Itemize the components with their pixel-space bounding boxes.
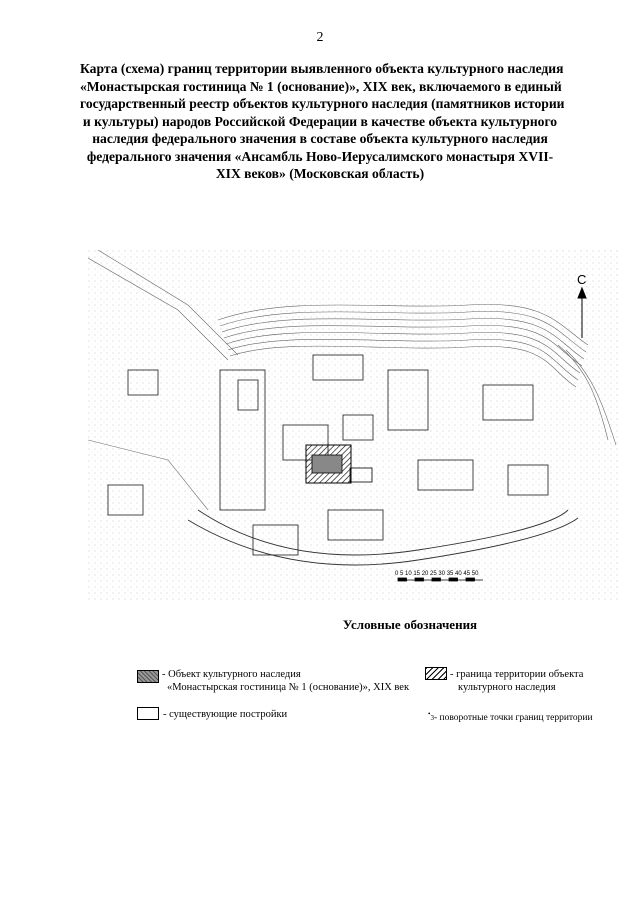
- legend-buildings: - существующие постройки: [163, 709, 288, 720]
- legend-points-text: - поворотные точки границ территории: [433, 713, 593, 724]
- legend-points: [428, 708, 593, 725]
- document-title: [80, 60, 565, 183]
- point-marker: •: [428, 710, 431, 718]
- title-line: наследия федерального значения в составе объекта культурного наследия: [92, 131, 548, 146]
- legend-boundary: [450, 668, 583, 694]
- legend-object-line1: - Объект культурного наследия: [162, 669, 301, 680]
- north-label: С: [577, 272, 587, 287]
- title-line: «Монастырская гостиница № 1 (основание)», XIX век, включаемого в единый: [80, 78, 562, 94]
- legend-boundary-line2: культурного наследия: [458, 682, 556, 693]
- legend-object-line2: «Монастырская гостиница № 1 (основание)», XIX век: [167, 682, 410, 693]
- title-line: XIX веков» (Московская область): [215, 166, 425, 181]
- title-line: государственный реестр объектов культурного наследия (памятников истории: [80, 96, 565, 111]
- site-map: [88, 250, 618, 600]
- scale-label: 0 5 10 15 20 25 30 35 40 45 50: [395, 571, 479, 577]
- object-swatch: [137, 670, 159, 683]
- buildings-swatch: [137, 707, 159, 720]
- boundary-swatch: [425, 667, 447, 680]
- point-marker-number: 3: [430, 714, 434, 723]
- page-number: 2: [316, 30, 324, 45]
- legend-title: Условные обозначения: [342, 617, 478, 632]
- title-line: Карта (схема) границ территории выявленного объекта культурного наследия: [80, 61, 564, 76]
- legend-object: [162, 668, 409, 694]
- title-line: федерального значения «Ансамбль Ново-Иерусалимского монастыря XVII-: [86, 148, 554, 164]
- legend-boundary-line1: - граница территории объекта: [450, 669, 584, 680]
- title-line: и культуры) народов Российской Федерации в качестве объекта культурного: [82, 113, 558, 129]
